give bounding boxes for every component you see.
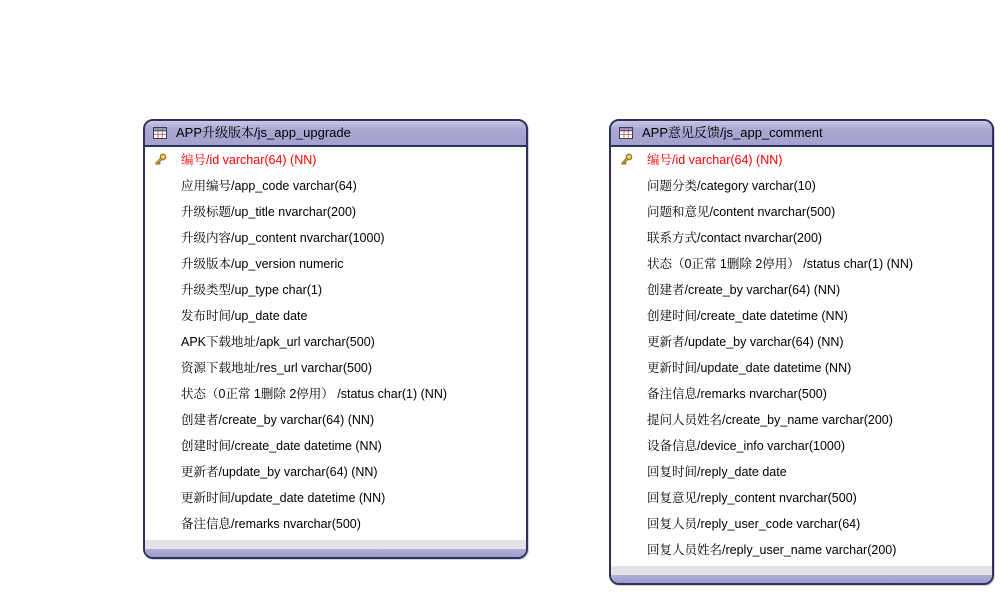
column-row [145,329,526,355]
primary-key-cell [611,282,647,298]
column-label: 升级标题/up_title nvarchar(200) [181,205,357,219]
column-label: 发布时间/up_date date [181,309,308,323]
column-label: 提问人员姓名/create_by_name varchar(200) [647,413,893,427]
primary-key-cell [145,438,181,454]
column-row [611,277,992,303]
column-label: 更新时间/update_date datetime (NN) [181,491,386,505]
primary-key-cell [145,386,181,402]
primary-key-cell [145,178,181,194]
table-title: APP意见反馈/js_app_comment [642,125,823,140]
column-row [145,251,526,277]
column-row [145,485,526,511]
column-label: 更新者/update_by varchar(64) (NN) [181,465,378,479]
column-label: 备注信息/remarks nvarchar(500) [647,387,827,401]
column-label: 创建时间/create_date datetime (NN) [181,439,382,453]
column-label: 升级内容/up_content nvarchar(1000) [181,231,385,245]
table-footer-shadow [145,540,526,549]
column-row [611,225,992,251]
column-row [611,173,992,199]
column-label: 回复意见/reply_content nvarchar(500) [647,491,857,505]
primary-key-cell [145,360,181,376]
table-footer-bar [611,575,992,583]
column-row [611,433,992,459]
table-footer-shadow [611,566,992,575]
primary-key-cell [145,464,181,480]
column-row [145,277,526,303]
column-label: 编号/id varchar(64) (NN) [647,153,783,167]
column-row [145,199,526,225]
column-row [145,511,526,537]
primary-key-cell [611,386,647,402]
primary-key-cell [611,464,647,480]
primary-key-cell [611,542,647,558]
column-label: 升级类型/up_type char(1) [181,283,323,297]
column-row [611,511,992,537]
column-label: 回复人员/reply_user_code varchar(64) [647,517,861,531]
primary-key-cell [145,282,181,298]
primary-key-cell [611,230,647,246]
primary-key-cell [145,308,181,324]
primary-key-cell [611,438,647,454]
entity-table[interactable] [609,119,994,585]
table-body [145,147,526,537]
column-row [611,381,992,407]
key-icon [152,152,168,168]
primary-key-cell [611,412,647,428]
primary-key-cell [145,412,181,428]
column-row [611,329,992,355]
table-title: APP升级版本/js_app_upgrade [176,125,351,140]
primary-key-cell [611,360,647,376]
column-row [611,537,992,563]
primary-key-cell [145,256,181,272]
primary-key-cell [145,152,181,168]
table-footer-bar [145,549,526,557]
table-header [611,121,992,147]
primary-key-cell [145,204,181,220]
column-label: 问题和意见/content nvarchar(500) [647,205,836,219]
column-label: 更新者/update_by varchar(64) (NN) [647,335,844,349]
column-row [145,303,526,329]
primary-key-cell [611,334,647,350]
column-label: APK下载地址/apk_url varchar(500) [181,335,375,349]
primary-key-cell [611,204,647,220]
table-header [145,121,526,147]
column-row [611,355,992,381]
column-label: 回复时间/reply_date date [647,465,787,479]
column-label: 问题分类/category varchar(10) [647,179,816,193]
column-row [145,381,526,407]
column-row [145,225,526,251]
primary-key-cell [611,308,647,324]
column-row [611,303,992,329]
entity-table[interactable] [143,119,528,559]
column-label: 联系方式/contact nvarchar(200) [647,231,823,245]
column-row [611,407,992,433]
column-label: 编号/id varchar(64) (NN) [181,153,317,167]
table-grid-icon [619,127,633,139]
column-row [145,407,526,433]
column-row [145,459,526,485]
primary-key-cell [145,516,181,532]
primary-key-cell [145,230,181,246]
column-label: 状态（0正常 1删除 2停用） /status char(1) (NN) [647,257,914,271]
column-row [145,433,526,459]
column-row [611,199,992,225]
table-body [611,147,992,563]
column-label: 升级版本/up_version numeric [181,257,344,271]
column-label: 创建者/create_by varchar(64) (NN) [647,283,841,297]
primary-key-cell [611,256,647,272]
column-row [145,355,526,381]
column-label: 资源下载地址/res_url varchar(500) [181,361,373,375]
column-row [611,147,992,173]
primary-key-cell [145,334,181,350]
column-row [145,147,526,173]
column-label: 创建时间/create_date datetime (NN) [647,309,848,323]
column-label: 状态（0正常 1删除 2停用） /status char(1) (NN) [181,387,448,401]
column-label: 备注信息/remarks nvarchar(500) [181,517,361,531]
column-row [145,173,526,199]
primary-key-cell [611,516,647,532]
key-icon [618,152,634,168]
column-label: 回复人员姓名/reply_user_name varchar(200) [647,543,897,557]
primary-key-cell [611,152,647,168]
primary-key-cell [145,490,181,506]
column-row [611,459,992,485]
column-label: 设备信息/device_info varchar(1000) [647,439,845,453]
column-row [611,251,992,277]
column-label: 应用编号/app_code varchar(64) [181,179,357,193]
column-label: 更新时间/update_date datetime (NN) [647,361,852,375]
column-label: 创建者/create_by varchar(64) (NN) [181,413,375,427]
table-grid-icon [153,127,167,139]
primary-key-cell [611,490,647,506]
column-row [611,485,992,511]
primary-key-cell [611,178,647,194]
